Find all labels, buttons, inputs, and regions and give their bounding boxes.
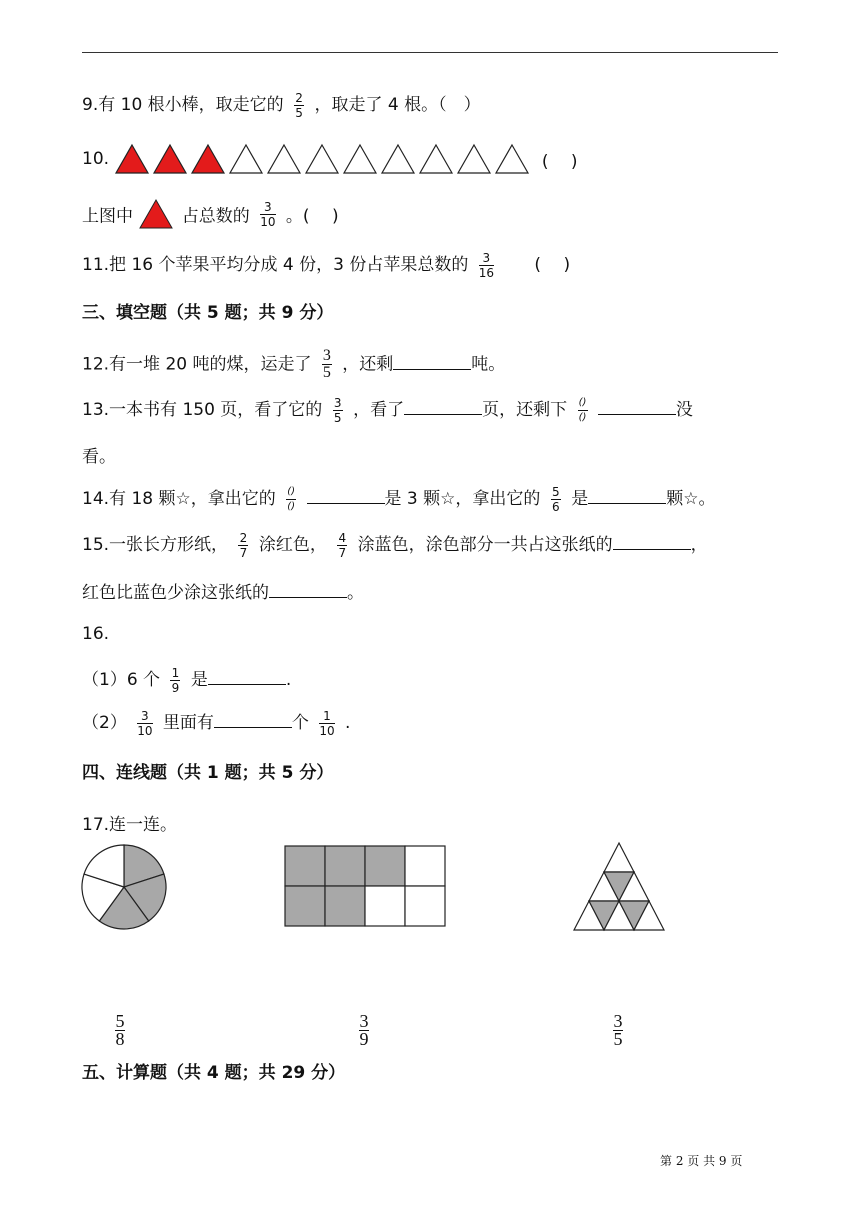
question-13: 13.一本书有 150 页，看了它的 $\frac{3}{5}$ ，看了 页，还剩下 $\frac{()}{()}$ 没 [82,395,693,425]
rectangle-fraction-figure [284,845,448,929]
q14-blank-2[interactable] [588,487,666,504]
red-triangle-icon [190,143,226,175]
white-triangle-icon [304,143,340,175]
white-triangle-icon [380,143,416,175]
q10-caption: 上图中 占总数的 $\frac{3}{10}$ 。( ) [82,199,339,229]
page-footer: 第 2 页 共 9 页 [660,1154,743,1168]
triangle-row [114,149,532,169]
q13-placeholder-fraction: $\frac{()}{()}$ [578,396,587,423]
question-14: 14.有 18 颗☆，拿出它的 $\frac{()}{()}$ 是 3 颗☆，拿出它的 $\frac{5}{6}$ 是 颗☆。 [82,484,716,514]
white-triangle-icon [494,143,530,175]
q10-label: 10. [82,149,110,169]
q12-fraction: $\frac{3}{5}$ [322,347,331,381]
question-11: 11.把 16 个苹果平均分成 4 份，3 份占苹果总数的 $\frac{3}{16}$ ( ) [82,250,571,280]
q14-placeholder-fraction: $\frac{()}{()}$ [287,485,296,512]
white-triangle-icon [342,143,378,175]
q10-paren: ( ) [541,151,578,172]
header-rule [82,52,778,53]
question-12: 12.有一堆 20 吨的煤，运走了 $\frac{3}{5}$ ，还剩 吨。 [82,347,506,381]
q9-fraction: $\frac{2}{5}$ [295,90,303,120]
q15-blank-1[interactable] [613,533,691,550]
q15-continuation: 红色比蓝色少涂这张纸的 。 [82,583,364,603]
q16-p1-fraction: $\frac{1}{9}$ [171,665,180,695]
question-16-label: 16. [82,624,110,644]
q16-p2-fraction: $\frac{3}{10}$ [137,708,153,738]
section-4-heading: 四、连线题（共 1 题；共 5 分） [82,763,334,783]
triangle-fraction-figure [566,841,672,933]
red-triangle-icon [152,143,188,175]
white-triangle-icon [228,143,264,175]
white-triangle-icon [456,143,492,175]
q17-fraction-1[interactable]: $\frac{5}{8}$ [115,1011,125,1049]
question-9 [82,90,481,120]
question-15: 15.一张长方形纸， $\frac{2}{7}$ 涂红色， $\frac{4}{7}$ 涂蓝色，涂色部分一共占这张纸的 ， [82,530,708,560]
question-10 [82,143,578,175]
q15-blank-2[interactable] [269,581,347,598]
q15-fraction-2: $\frac{4}{7}$ [338,530,347,560]
section-5-heading: 五、计算题（共 4 题；共 29 分） [82,1063,346,1083]
q16-part-2: （2） $\frac{3}{10}$ 里面有 个 $\frac{1}{10}$ . [82,708,351,738]
q17-fraction-2[interactable]: $\frac{3}{9}$ [359,1011,369,1049]
white-triangle-icon [266,143,302,175]
q16-p2-fraction-2: $\frac{1}{10}$ [319,708,335,738]
q14-fraction: $\frac{5}{6}$ [551,484,560,514]
q10-fraction: $\frac{3}{10}$ [260,199,276,229]
q9-text-end: ，取走了 4 根。（ ） [314,95,481,115]
red-triangle-icon [114,143,150,175]
section-3-heading: 三、填空题（共 5 题；共 9 分） [82,303,334,323]
q13-blank-1[interactable] [404,398,482,415]
q12-blank[interactable] [393,353,471,370]
q17-fraction-3[interactable]: $\frac{3}{5}$ [613,1011,623,1049]
circle-fraction-figure [80,843,168,931]
q11-fraction: $\frac{3}{16}$ [478,250,495,280]
q13-continuation: 看。 [82,447,116,467]
red-triangle-icon [138,198,174,230]
q15-fraction-1: $\frac{2}{7}$ [239,530,248,560]
q13-fraction: $\frac{3}{5}$ [333,395,342,425]
white-triangle-icon [418,143,454,175]
q9-text: 9.有 10 根小棒，取走它的 [82,95,284,115]
q14-blank-1[interactable] [307,487,385,504]
q13-blank-2[interactable] [598,398,676,415]
question-17-label: 17.连一连。 [82,815,178,835]
q16-p1-blank[interactable] [208,668,286,685]
q16-part-1: （1）6 个 $\frac{1}{9}$ 是 . [82,665,292,695]
q16-p2-blank[interactable] [214,711,292,728]
